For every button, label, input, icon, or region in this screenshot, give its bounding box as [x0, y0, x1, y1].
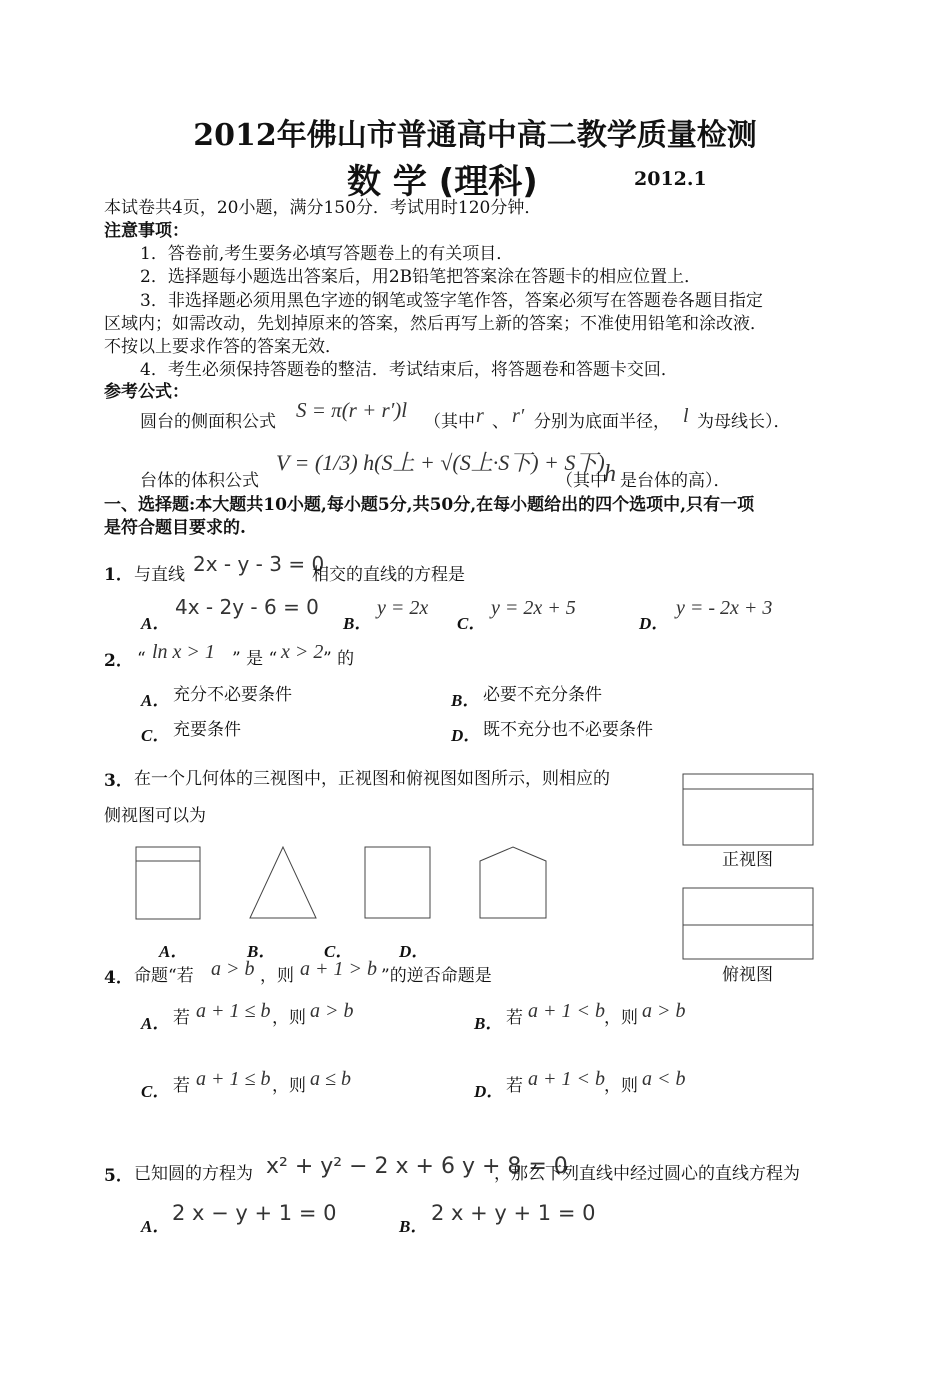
formula-note: 是台体的高）．	[620, 471, 731, 491]
question-number: 4．	[104, 968, 133, 988]
option-text: 充要条件	[173, 720, 241, 740]
formula-note: 为母线长）．	[697, 412, 791, 432]
option-math: y = 2x + 5	[491, 597, 576, 619]
option-text: 若	[506, 1076, 523, 1096]
option-text: 若	[173, 1008, 190, 1028]
option-text: ，则	[272, 1076, 306, 1096]
formula-note: 、	[492, 412, 509, 432]
option-label: D．	[639, 614, 669, 633]
exam-date: 2012.1	[634, 168, 707, 190]
section-heading: 一、选择题:本大题共10小题,每小题5分,共50分,在每小题给出的四个选项中,只有一项	[104, 495, 755, 515]
note-item: 不按以上要求作答的答案无效．	[104, 337, 342, 357]
option-c-figure	[365, 847, 430, 918]
question-text: 相交的直线的方程是	[312, 565, 465, 585]
option-math: 2 x + y + 1 = 0	[431, 1201, 596, 1225]
question-text: 与直线	[134, 565, 185, 585]
question-text: 侧视图可以为	[104, 806, 206, 826]
option-math: y = 2x	[377, 597, 429, 619]
note-item: 4．考生必须保持答题卷的整洁．考试结束后，将答题卷和答题卡交回．	[140, 360, 678, 380]
frustum-volume-formula: V = (1/3) h(S上 + √(S上·S下) + S下)	[276, 450, 605, 475]
option-math: a > b	[642, 1000, 686, 1022]
frustum-area-label: 圆台的侧面积公式	[140, 412, 276, 432]
question-text: 已知圆的方程为	[134, 1164, 253, 1184]
option-d-figure	[480, 847, 546, 918]
intro-line: 本试卷共4页，20小题，满分150分．考试用时120分钟．	[104, 198, 542, 218]
question-text: ，那么下列直线中经过圆心的直线方程为	[494, 1164, 800, 1184]
frustum-area-formula: S = π(r + r′)l	[296, 398, 408, 422]
option-b-figure	[250, 847, 316, 918]
option-label: C．	[457, 614, 486, 633]
question-text: ”的逆否命题是	[381, 966, 492, 986]
figure-label: C．	[324, 942, 353, 961]
question-text: “	[137, 649, 146, 669]
symbol-r-prime: r′	[512, 405, 525, 427]
top-view-caption: 俯视图	[722, 965, 773, 985]
figure-label: A．	[159, 942, 188, 961]
option-math: a + 1 < b	[528, 1068, 605, 1090]
option-text: 若	[506, 1008, 523, 1028]
question-math: x > 2	[281, 641, 324, 663]
question-text: ” 是 “	[232, 649, 278, 669]
option-label: B．	[343, 614, 372, 633]
question-number: 3．	[104, 771, 133, 791]
top-view-figure	[683, 888, 813, 959]
option-math: a < b	[642, 1068, 686, 1090]
option-label: B．	[451, 691, 480, 710]
option-label: A．	[141, 691, 170, 710]
question-number: 2．	[104, 651, 133, 671]
formula-note: 分别为底面半径，	[534, 412, 670, 432]
note-item: 3．非选择题必须用黑色字迹的钢笔或签字笔作答，答案必须写在答题卷各题目指定	[140, 291, 763, 311]
symbol-h: h	[604, 461, 616, 487]
subject-title: 数 学 (理科)	[347, 162, 538, 202]
question-math: 2x - y - 3 = 0	[193, 552, 325, 576]
question-number: 1．	[104, 565, 133, 585]
symbol-l: l	[683, 405, 689, 427]
option-math: a + 1 ≤ b	[196, 1068, 271, 1090]
option-text: ，则	[604, 1076, 638, 1096]
question-number: 5．	[104, 1166, 133, 1186]
option-label: B．	[474, 1014, 503, 1033]
option-math: y = - 2x + 3	[676, 597, 773, 619]
frustum-volume-label: 台体的体积公式	[140, 471, 259, 491]
option-text: 若	[173, 1076, 190, 1096]
option-text: 必要不充分条件	[483, 685, 602, 705]
question-math: x² + y² − 2 x + 6 y + 8 = 0	[266, 1154, 568, 1179]
formulas-heading: 参考公式：	[104, 382, 189, 402]
symbol-r: r	[476, 405, 484, 427]
option-a-figure	[136, 847, 200, 919]
question-math: a > b	[211, 958, 255, 980]
option-text: ，则	[604, 1008, 638, 1028]
question-text: ” 的	[323, 649, 355, 669]
formula-note: （其中	[556, 471, 607, 491]
option-label: C．	[141, 726, 170, 745]
option-math: a + 1 ≤ b	[196, 1000, 271, 1022]
figure-label: D．	[399, 942, 429, 961]
question-text: ，则	[260, 966, 294, 986]
option-label: B．	[399, 1217, 428, 1236]
option-label: D．	[474, 1082, 504, 1101]
option-label: A．	[141, 1014, 170, 1033]
note-item: 1．答卷前,考生要务必填写答题卷上的有关项目．	[140, 244, 514, 264]
option-text: 充分不必要条件	[173, 685, 292, 705]
option-label: C．	[141, 1082, 170, 1101]
option-math: 2 x − y + 1 = 0	[172, 1201, 337, 1225]
question-text: 在一个几何体的三视图中，正视图和俯视图如图所示，则相应的	[134, 769, 610, 789]
front-view-caption: 正视图	[722, 850, 773, 870]
option-label: A．	[141, 1217, 170, 1236]
option-label: D．	[451, 726, 481, 745]
figure-label: B．	[247, 942, 276, 961]
option-math: 4x - 2y - 6 = 0	[175, 595, 319, 619]
option-math: a ≤ b	[310, 1068, 351, 1090]
option-label: A．	[141, 614, 170, 633]
option-math: a > b	[310, 1000, 354, 1022]
formula-note: （其中	[424, 412, 475, 432]
section-heading: 是符合题目要求的.	[104, 518, 246, 538]
option-text: 既不充分也不必要条件	[483, 720, 653, 740]
option-text: ，则	[272, 1008, 306, 1028]
front-view-figure	[683, 774, 813, 845]
note-item: 2．选择题每小题选出答案后，用2B铅笔把答案涂在答题卡的相应位置上．	[140, 267, 702, 287]
question-text: 命题“若	[134, 966, 194, 986]
option-math: a + 1 < b	[528, 1000, 605, 1022]
notes-heading: 注意事项：	[104, 221, 189, 241]
note-item: 区域内；如需改动，先划掉原来的答案，然后再写上新的答案；不准使用铅笔和涂改液．	[104, 314, 767, 334]
question-math: a + 1 > b	[300, 958, 377, 980]
question-math: ln x > 1	[152, 641, 215, 663]
exam-title: 2012年佛山市普通高中高二教学质量检测	[193, 118, 757, 153]
